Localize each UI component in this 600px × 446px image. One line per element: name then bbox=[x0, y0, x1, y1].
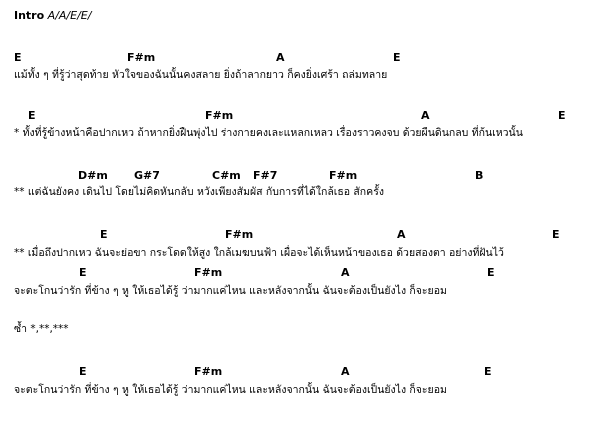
chord: E bbox=[28, 109, 36, 122]
intro-label: Intro bbox=[14, 9, 45, 22]
chord: E bbox=[14, 51, 22, 64]
chord: E bbox=[484, 365, 492, 378]
chord: D#m bbox=[78, 169, 108, 182]
chord: E bbox=[487, 266, 495, 279]
lyric-line: * ทั้งที่รู้ข้างหน้าคือปากเหว ถ้าหากยิ่งฝืนพุ่งไป ร่างกายคงเละแหลกเหลว เรื่องราวคงจบ ด้วยผืนดินกลบ ที่ก้นเหวนั้น bbox=[14, 127, 523, 139]
repeat-instruction: ซ้ำ *,**,*** bbox=[14, 323, 69, 335]
lyric-line: จะตะโกนว่ารัก ที่ข้าง ๆ หู ให้เธอได้รู้ ว่ามากแค่ไหน และหลังจากนั้น ฉันจะต้องเป็นยังไง ก็จะยอม bbox=[14, 384, 447, 396]
intro-chords: A/A/E/E/ bbox=[47, 9, 92, 22]
lyric-line: ** แต่ฉันยังคง เดินไป โดยไม่คิดหันกลับ หวังเพียงสัมผัส กับการที่ได้ใกล้เธอ สักครั้ง bbox=[14, 186, 384, 198]
chord: G#7 bbox=[134, 169, 160, 182]
chord: A bbox=[397, 228, 406, 241]
lyric-line: จะตะโกนว่ารัก ที่ข้าง ๆ หู ให้เธอได้รู้ ว่ามากแค่ไหน และหลังจากนั้น ฉันจะต้องเป็นยังไง ก็จะยอม bbox=[14, 285, 447, 297]
lyric-line: แม้ทั้ง ๆ ที่รู้ว่าสุดท้าย หัวใจของฉันนั้นคงสลาย ยิ่งถ้าลากยาว ก็คงยิ่งเศร้า ถล่มทลาย bbox=[14, 69, 388, 81]
chord: F#m bbox=[127, 51, 156, 64]
chord: F#m bbox=[205, 109, 234, 122]
chord: F#m bbox=[194, 365, 223, 378]
chord: C#m bbox=[212, 169, 241, 182]
chord: A bbox=[421, 109, 430, 122]
chord: A bbox=[341, 365, 350, 378]
chord: E bbox=[79, 266, 87, 279]
chord: F#m bbox=[194, 266, 223, 279]
chord: F#m bbox=[329, 169, 358, 182]
chord: E bbox=[558, 109, 566, 122]
chord: E bbox=[552, 228, 560, 241]
chord: E bbox=[393, 51, 401, 64]
chord: A bbox=[276, 51, 285, 64]
chord: E bbox=[79, 365, 87, 378]
chord: E bbox=[100, 228, 108, 241]
chord: F#m bbox=[225, 228, 254, 241]
chord: A bbox=[341, 266, 350, 279]
chord: F#7 bbox=[253, 169, 278, 182]
lyric-line: ** เมื่อถึงปากเหว ฉันจะย่อขา กระโดดให้สูง ใกล้เมฆบนฟ้า เผื่อจะได้เห็นหน้าของเธอ ด้วยสองตา อย่างที่ฝันไว้ bbox=[14, 247, 504, 259]
chord: B bbox=[475, 169, 484, 182]
intro-line bbox=[14, 10, 91, 22]
